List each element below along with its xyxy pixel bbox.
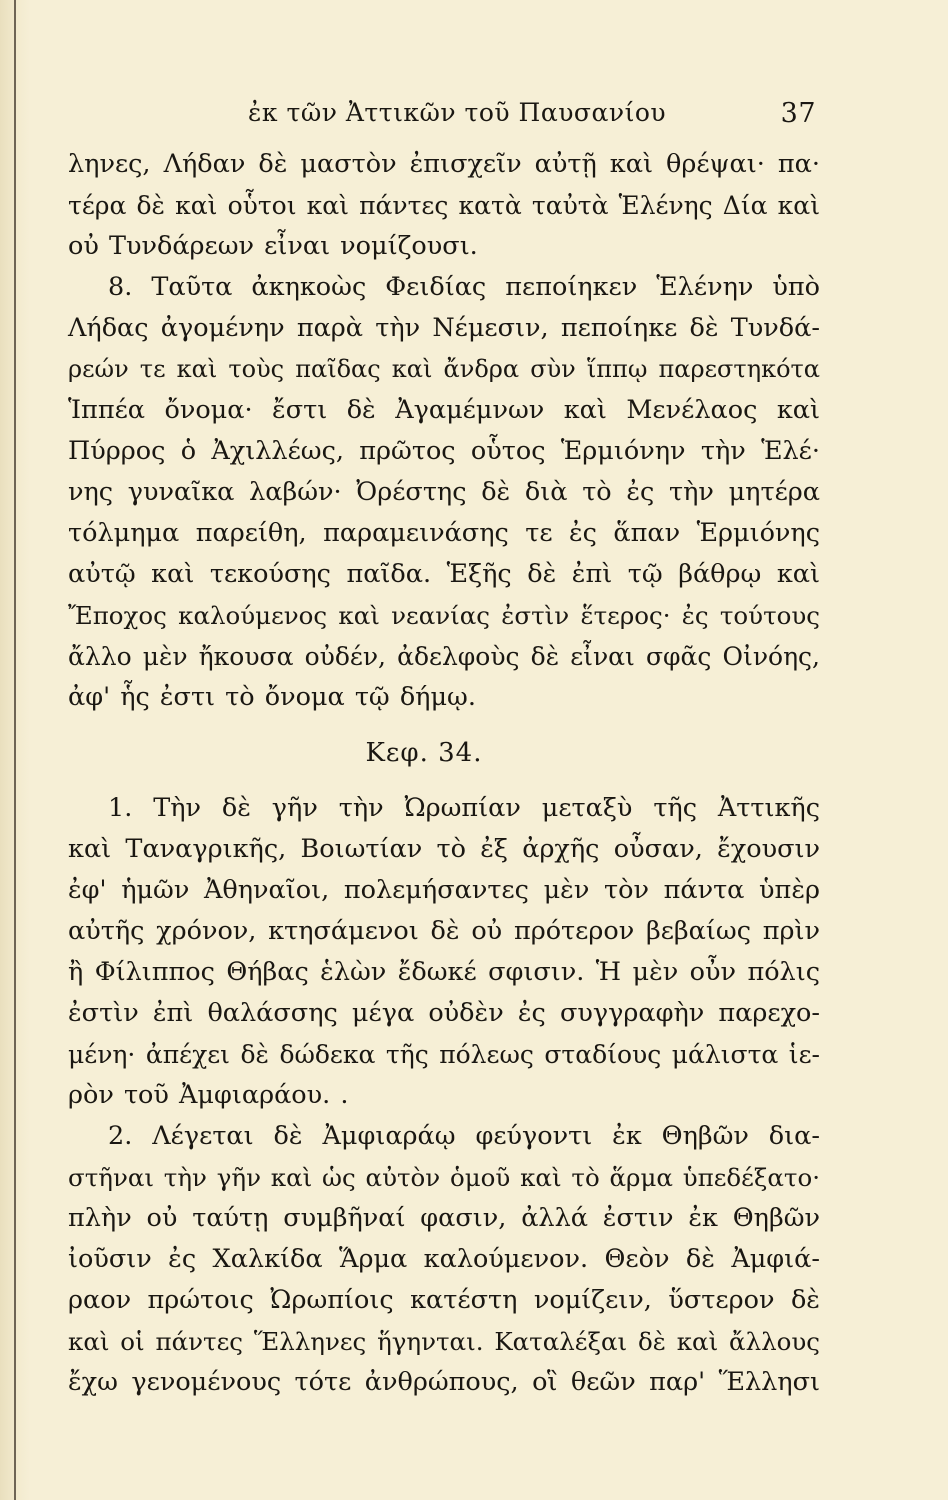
text-line: μένη· ἀπέχει δὲ δώδεκα τῆς πόλεως σταδίους μάλιστα ἱε- bbox=[68, 1040, 820, 1069]
text-line: στῆναι τὴν γῆν καὶ ὡς αὐτὸν ὁμοῦ καὶ τὸ ἅρμα ὑπεδέξατο· bbox=[68, 1163, 820, 1192]
text-line: ἐφ' ἡμῶν Ἀθηναῖοι, πολεμήσαντες μὲν τὸν πάντα ὑπὲρ bbox=[68, 875, 820, 905]
text-line: ληνες, Λήδαν δὲ μαστὸν ἐπισχεῖν αὐτῇ καὶ θρέψαι· πα· bbox=[68, 149, 820, 179]
chapter-heading: Κεφ. 34. bbox=[365, 738, 483, 768]
text-line: ἔχω γενομένους τότε ἀνθρώπους, οἳ θεῶν παρ' Ἕλλησι bbox=[68, 1367, 820, 1397]
text-line: ρὸν τοῦ Ἀμφιαράου. . bbox=[68, 1080, 349, 1110]
running-head-title: ἐκ τῶν Ἀττικῶν τοῦ Παυσανίου bbox=[248, 98, 667, 127]
page-number: 37 bbox=[780, 98, 816, 129]
text-line: αὐτῆς χρόνον, κτησάμενοι δὲ οὐ πρότερον βεβαίως πρὶν bbox=[68, 916, 820, 946]
book-page bbox=[68, 92, 820, 1403]
text-line: ραον πρώτοις Ὠρωπίοις κατέστη νομίζειν, ὕστερον δὲ bbox=[68, 1285, 820, 1315]
text-line: ἀφ' ἧς ἐστι τὸ ὄνομα τῷ δήμῳ. bbox=[68, 682, 476, 712]
text-line: ἢ Φίλιππος Θήβας ἑλὼν ἔδωκέ σφισιν. Ἡ μὲν οὖν πόλις bbox=[68, 957, 820, 987]
text-line: 8. Ταῦτα ἀκηκοὼς Φειδίας πεποίηκεν Ἑλένην ὑπὸ bbox=[108, 272, 820, 302]
text-line: 1. Τὴν δὲ γῆν τὴν Ὠρωπίαν μεταξὺ τῆς Ἀττικῆς bbox=[108, 793, 820, 823]
text-line: Πύρρος ὁ Ἀχιλλέως, πρῶτος οὗτος Ἑρμιόνην τὴν Ἑλέ· bbox=[68, 436, 820, 466]
text-line: νης γυναῖκα λαβών· Ὀρέστης δὲ διὰ τὸ ἐς τὴν μητέρα bbox=[68, 477, 820, 507]
text-line: ἐστὶν ἐπὶ θαλάσσης μέγα οὐδὲν ἐς συγγραφὴν παρεχο- bbox=[68, 998, 820, 1028]
text-line: ἰοῦσιν ἐς Χαλκίδα Ἅρμα καλούμενον. Θεὸν δὲ Ἀμφιά- bbox=[68, 1244, 820, 1274]
text-line: πλὴν οὐ ταύτῃ συμβῆναί φασιν, ἀλλά ἐστιν ἐκ Θηβῶν bbox=[68, 1203, 820, 1233]
text-line: οὐ Τυνδάρεων εἶναι νομίζουσι. bbox=[68, 231, 478, 261]
text-line: τόλμημα παρείθη, παραμεινάσης τε ἐς ἅπαν Ἑρμιόνης bbox=[68, 518, 820, 548]
main-text bbox=[68, 144, 820, 1403]
text-line: ἄλλο μὲν ἤκουσα οὐδέν, ἀδελφοὺς δὲ εἶναι σφᾶς Οἰνόης, bbox=[68, 642, 820, 671]
binding-edge bbox=[14, 0, 16, 1500]
text-line: Ἱππέα ὄνομα· ἔστι δὲ Ἀγαμέμνων καὶ Μενέλαος καὶ bbox=[68, 395, 820, 425]
running-head bbox=[68, 92, 820, 136]
text-line: αὐτῷ καὶ τεκούσης παῖδα. Ἑξῆς δὲ ἐπὶ τῷ βάθρῳ καὶ bbox=[68, 559, 820, 589]
text-line: Λήδας ἀγομένην παρὰ τὴν Νέμεσιν, πεποίηκε δὲ Τυνδά- bbox=[68, 313, 820, 343]
text-line: τέρα δὲ καὶ οὗτοι καὶ πάντες κατὰ ταὐτὰ Ἑλένης Δία καὶ bbox=[68, 191, 820, 220]
text-line: καὶ οἱ πάντες Ἕλληνες ἥγηνται. Καταλέξαι δὲ καὶ ἄλλους bbox=[68, 1327, 820, 1356]
text-line: 2. Λέγεται δὲ Ἀμφιαράῳ φεύγοντι ἐκ Θηβῶν δια- bbox=[108, 1121, 820, 1151]
text-line: ρεών τε καὶ τοὺς παῖδας καὶ ἄνδρα σὺν ἵππῳ παρεστηκότα bbox=[68, 355, 820, 383]
text-line: Ἔποχος καλούμενος καὶ νεανίας ἐστὶν ἕτερος· ἐς τούτους bbox=[68, 601, 820, 630]
text-line: καὶ Ταναγρικῆς, Βοιωτίαν τὸ ἐξ ἀρχῆς οὖσαν, ἔχουσιν bbox=[68, 834, 820, 864]
